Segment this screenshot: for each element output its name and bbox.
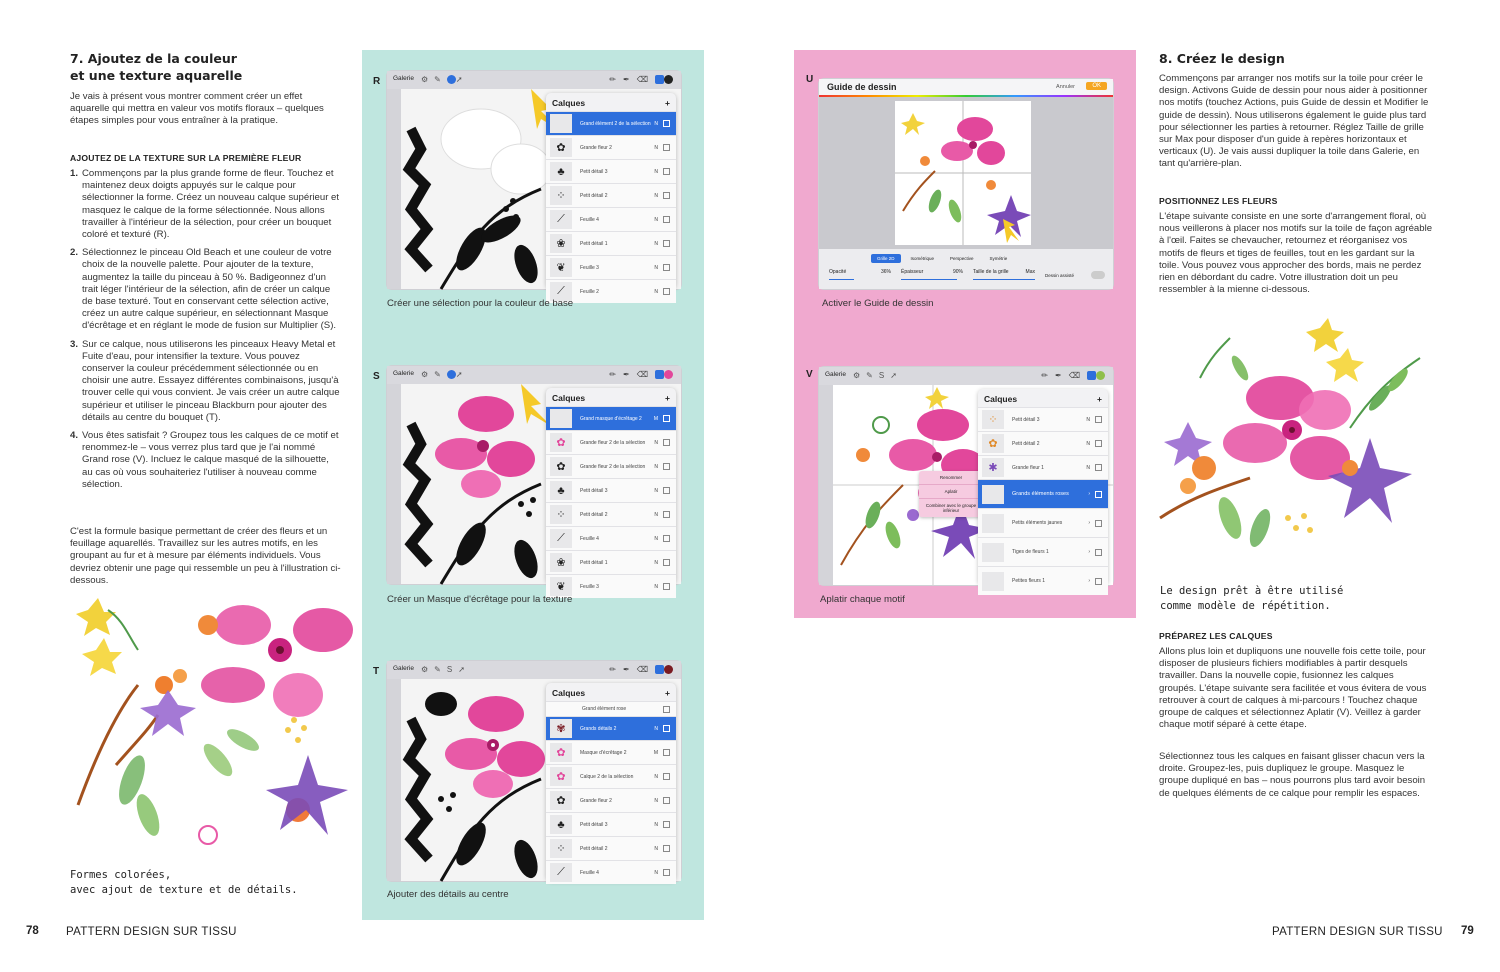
layer-thumbnail: ⁘ (550, 186, 572, 205)
right-paragraph-4: Sélectionnez tous les calques en faisant glisser chacun vers la droite. Groupez-les, puis dupliquez le groupe. Masquez le groupe dupliqué en bas – nous pourrons plus tard avoir besoin de quelques éléments de ce calque pour remplir les espaces. (1159, 751, 1426, 799)
left-hand-caption (70, 868, 350, 898)
hue-slider[interactable] (819, 95, 1113, 97)
tab-perspective[interactable]: Perspective (950, 256, 974, 261)
gallery-button[interactable]: Galerie (393, 665, 414, 672)
layer-label: Masque d'écrêtage 2 (580, 749, 627, 756)
toolbar-tools: ⚙✎ ➚ (421, 370, 469, 379)
layer-row[interactable]: ✿ Masque d'écrêtage 2 M (546, 740, 676, 764)
layer-label: Petit détail 2 (580, 511, 608, 518)
floral-illustration-right (1160, 318, 1430, 578)
drawing-guide-header (819, 79, 1113, 95)
drawing-guide-title: Guide de dessin (827, 82, 897, 92)
ipad-toolbar (387, 71, 681, 89)
layer-thumbnail: ✿ (550, 457, 572, 476)
layer-label: Petit détail 2 (580, 192, 608, 199)
layers-panel (546, 93, 676, 297)
step-4-number: 4. (70, 430, 79, 442)
step-1 (70, 168, 342, 241)
left-outro: C'est la formule basique permettant de créer des fleurs et un feuillage aquarellés. Travaillez sur les autres motifs, en les groupant au fur et à mesure par éléments individuels. Vous devriez obtenir une page qui ressemble un peu à l'illustration ci-dessous. (70, 526, 341, 586)
layer-thumbnail: ✿ (550, 743, 572, 762)
layer-row[interactable]: Grands éléments roses › (978, 479, 1108, 508)
ipad-sidebar (819, 385, 833, 585)
step-3-text: Sur ce calque, nous utiliserons les pinceaux Heavy Metal et Fuite d'eau, pour intensifier la texture. Vous pouvez conserver la couleur précédemment sélectionnée ou en choisir une autre. Essayez différentes combinaisons, jusqu'à trouver celle qui vous convient. Je vais créer un autre calque supérieur et utiliser le pinceau Blackburn pour ajouter des détails au centre du bouquet (T). (82, 338, 340, 423)
layer-thumbnail: ✿ (550, 433, 572, 452)
layers-title: Calques (984, 394, 1018, 404)
layer-thumbnail: ❦ (550, 577, 572, 596)
ipad-toolbar (387, 661, 681, 679)
guide-settings (819, 249, 1113, 289)
opacity-slider[interactable] (829, 269, 891, 280)
layer-row[interactable]: ❀ Petit détail 1 N (546, 550, 676, 574)
left-hand-caption-line-1: Formes colorées, (70, 869, 172, 881)
layer-context-menu (919, 471, 983, 517)
layers-header (978, 389, 1108, 407)
assisted-drawing-toggle[interactable] (1091, 271, 1105, 279)
layer-label: Petit détail 1 (580, 559, 608, 566)
right-hand-caption-line-1: Le design prêt à être utilisé (1160, 585, 1344, 597)
layer-row[interactable]: ⟋ Feuille 4 N (546, 860, 676, 884)
layer-row[interactable]: Grand élément 2 de la sélection N (546, 111, 676, 135)
guide-canvas (895, 101, 1031, 245)
floral-illustration-left (68, 590, 348, 860)
right-subheading-2: PRÉPAREZ LES CALQUES (1159, 631, 1273, 641)
ipad-screenshot-u (818, 78, 1114, 290)
left-heading (70, 50, 350, 84)
layers-panel (978, 389, 1108, 585)
menu-item-merge-down[interactable]: Combiner avec le groupe inférieur (925, 503, 977, 513)
layer-label: Grande fleur 2 (580, 797, 612, 804)
ok-button[interactable]: OK (1086, 82, 1107, 90)
layer-label: Petit détail 2 (1012, 440, 1040, 447)
page-number-left: 78 (26, 925, 39, 937)
left-intro: Je vais à présent vous montrer comment créer un effet aquarelle qui mettra en valeur vos motifs floraux – quelques étapes simples pour vous entraîner à la pratique. (70, 91, 324, 127)
layer-row[interactable]: ✿ Petit détail 2 N (978, 431, 1108, 455)
layer-thumbnail (550, 409, 572, 428)
layer-thumbnail: ✿ (982, 434, 1004, 453)
layer-thumbnail (982, 543, 1004, 562)
step-2-text: Sélectionnez le pinceau Old Beach et une couleur de votre choix de la nouvelle palette. Pour ajouter de la texture, augmentez la taille du pinceau à 50 %. Badigeonnez d'un trait léger l'intérieur de la sélection, afin de créer un calque de base texturé. Tout en conservant cette sélection active, créez un autre calque supérieur, en sélectionnant Masque d'écrêtage et en réglant le mode de fusion sur Multiplier (S). (82, 247, 337, 332)
layer-label: Grands détails 2 (580, 725, 617, 732)
layer-thumbnail: ⁘ (982, 410, 1004, 429)
yellow-dots (1285, 513, 1313, 533)
step-3-number: 3. (70, 338, 79, 350)
layer-label: Grand masque d'écrêtage 2 (580, 415, 642, 422)
layer-group-row[interactable] (546, 701, 676, 716)
layer-row[interactable]: ♣ Petit détail 3 N (546, 812, 676, 836)
layer-label: Grands éléments roses (1012, 491, 1069, 497)
layer-label: Petit détail 1 (580, 240, 608, 247)
layer-label: Tiges de fleurs 1 (1012, 549, 1049, 555)
toolbar-tools: ⚙✎S➚ (853, 371, 903, 380)
layer-row[interactable]: ✿ Calque 2 de la sélection N (546, 764, 676, 788)
panel-u-caption: Activer le Guide de dessin (822, 298, 934, 309)
layer-label: Grande fleur 1 (1012, 464, 1044, 471)
menu-item-flatten[interactable]: Aplatir (919, 485, 983, 499)
right-hand-caption-line-2: comme modèle de répétition. (1160, 600, 1331, 612)
layer-label: Grande fleur 2 de la sélection (580, 463, 646, 470)
layer-label: Feuille 4 (580, 535, 599, 542)
layer-thumbnail (982, 572, 1004, 591)
layer-label: Feuille 4 (580, 216, 599, 223)
right-hand-caption (1160, 584, 1440, 614)
left-hand-caption-line-2: avec ajout de texture et de détails. (70, 884, 298, 896)
panel-t-caption: Ajouter des détails au centre (387, 889, 509, 900)
ipad-sidebar (387, 384, 401, 584)
layer-thumbnail: ♣ (550, 815, 572, 834)
toolbar-right: ✏✒⌫ (1041, 371, 1105, 380)
layer-label: Calque 2 de la sélection (580, 773, 634, 780)
layer-label: Petits éléments jaunes (1012, 520, 1063, 526)
layer-row[interactable]: Grand masque d'écrêtage 2 M (546, 406, 676, 430)
purple-flowers (140, 690, 348, 835)
ipad-sidebar (387, 679, 401, 881)
menu-item-rename[interactable]: Renommer (919, 471, 983, 485)
layer-row[interactable]: ✾ Grands détails 2 N (546, 716, 676, 740)
add-layer-icon[interactable]: + (665, 393, 670, 403)
footer-right: PATTERN DESIGN SUR TISSU (1272, 926, 1443, 938)
step-4 (70, 430, 342, 491)
right-heading: 8. Créez le design (1159, 51, 1285, 66)
add-layer-icon[interactable]: + (1097, 394, 1102, 404)
yellow-flowers (1306, 318, 1364, 382)
footer-left: PATTERN DESIGN SUR TISSU (66, 926, 237, 938)
layer-label: Petites fleurs 1 (1012, 578, 1046, 584)
panel-v-caption: Aplatir chaque motif (820, 594, 905, 605)
layer-thumbnail: ♣ (550, 481, 572, 500)
left-steps (70, 168, 342, 497)
ipad-screenshot-s (386, 365, 682, 593)
thickness-slider[interactable] (901, 269, 963, 280)
layer-thumbnail: ⟋ (550, 210, 572, 229)
layer-thumbnail (982, 485, 1004, 504)
yellow-dots (285, 717, 307, 743)
ipad-sidebar (387, 89, 401, 289)
layer-label: Petit détail 3 (580, 487, 608, 494)
layer-row[interactable]: ✿ Grande fleur 2 de la sélection N (546, 454, 676, 478)
layer-row[interactable]: ♣ Petit détail 3 N (546, 478, 676, 502)
layer-label: Petit détail 3 (580, 821, 608, 828)
ipad-toolbar (819, 367, 1113, 385)
layer-thumbnail: ⟋ (550, 529, 572, 548)
layer-thumbnail: ✿ (550, 767, 572, 786)
layer-row[interactable]: ✿ Grande fleur 2 de la sélection N (546, 430, 676, 454)
left-subheading: AJOUTEZ DE LA TEXTURE SUR LA PREMIÈRE FLEUR (70, 153, 302, 163)
layer-row[interactable]: Petits éléments jaunes › (978, 508, 1108, 537)
layer-thumbnail: ♣ (550, 162, 572, 181)
layer-label: Grande fleur 2 (580, 144, 612, 151)
layers-title: Calques (552, 688, 586, 698)
step-3 (70, 339, 342, 424)
layer-thumbnail: ⁘ (550, 839, 572, 858)
step-1-number: 1. (70, 168, 79, 179)
layer-label: Petit détail 3 (580, 168, 608, 175)
layer-row[interactable]: ⟋ Feuille 4 N (546, 207, 676, 231)
layer-row[interactable]: ⁘ Petit détail 3 N (978, 407, 1108, 431)
panel-s-letter: S (373, 371, 380, 382)
layer-row[interactable]: ✿ Grande fleur 2 N (546, 135, 676, 159)
layer-label: Feuille 3 (580, 264, 599, 271)
layer-thumbnail: ⁘ (550, 505, 572, 524)
layer-thumbnail (982, 514, 1004, 533)
right-paragraph-2: L'étape suivante consiste en une sorte d'arrangement floral, où nous veillerons à placer nos motifs sur la toile de façon agréable à l'œil. Faites se chevaucher, retournez et réorganisez vos motifs de fleurs et tiges de feuilles, tout en les gardant sur la toile. Vous pouvez vous approcher des bords, mais ne perdez rien en débordant du cadre. Votre illustration doit un peu ressembler à la mienne ci-dessous. (1159, 211, 1433, 296)
step-2-number: 2. (70, 247, 79, 259)
cancel-button[interactable]: Annuler (1056, 84, 1075, 90)
toolbar-tools: ⚙✎ ➚ (421, 75, 469, 84)
layer-row[interactable]: ❦ Feuille 3 N (546, 255, 676, 279)
ipad-screenshot-r (386, 70, 682, 297)
layer-thumbnail: ⟋ (550, 282, 572, 301)
layer-label: Feuille 2 (580, 288, 599, 295)
layer-row[interactable]: ⁘ Petit détail 2 N (546, 183, 676, 207)
thickness-value: 90% (952, 269, 963, 275)
layer-label: Grand élément 2 de la sélection (580, 120, 651, 127)
layers-panel (546, 683, 676, 881)
layer-row[interactable]: ✱ Grande fleur 1 N (978, 455, 1108, 479)
layer-thumbnail (550, 114, 572, 133)
layers-header (546, 388, 676, 406)
layer-label: Petit détail 2 (580, 845, 608, 852)
layers-title: Calques (552, 98, 586, 108)
layer-label: Feuille 4 (580, 869, 599, 876)
page-number-right: 79 (1461, 925, 1474, 937)
panel-r-letter: R (373, 76, 381, 87)
ipad-screenshot-t (386, 660, 682, 882)
tab-grid-2d[interactable]: Grille 2D (871, 254, 901, 263)
toolbar-right: ✏✒⌫ (609, 665, 673, 674)
layer-thumbnail: ✿ (550, 138, 572, 157)
thickness-label: Épaisseur (901, 269, 924, 275)
tab-isometric[interactable]: Isométrique (910, 256, 935, 261)
layer-label: Grand élément rose (582, 706, 627, 712)
grid-size-slider[interactable] (973, 269, 1035, 280)
layers-header (546, 93, 676, 111)
step-1-text: Commençons par la plus grande forme de fleur. Touchez et maintenez deux doigts appuyés sur le calque pour sélectionner la forme. Créez un nouveau calque supérieur et masquez le calque de la forme sélectionnée. Nous allons travailler à l'intérieur de la sélection, pour créer un bouquet coloré et texturé (R). (82, 168, 340, 241)
pink-flower-large (1223, 376, 1351, 480)
layer-row[interactable]: Petites fleurs 1 › (978, 566, 1108, 595)
layer-row[interactable]: ♣ Petit détail 3 N (546, 159, 676, 183)
grid-size-value: Max (1025, 269, 1035, 275)
right-subheading-1: POSITIONNEZ LES FLEURS (1159, 196, 1278, 206)
pink-small-flower (199, 826, 217, 844)
panel-v-letter: V (806, 369, 813, 380)
left-heading-line-1: 7. Ajoutez de la couleur (70, 51, 237, 66)
layer-label: Grande fleur 2 de la sélection (580, 439, 646, 446)
toolbar-tools: ⚙✎S➚ (421, 665, 471, 674)
assisted-drawing-label: Dessin assisté (1045, 273, 1075, 278)
tab-symmetry[interactable]: Symétrie (989, 256, 1008, 261)
layer-thumbnail: ✱ (982, 458, 1004, 477)
layer-row[interactable]: ⁘ Petit détail 2 N (546, 502, 676, 526)
layer-row[interactable]: Tiges de fleurs 1 › (978, 537, 1108, 566)
layer-thumbnail: ✿ (550, 791, 572, 810)
layer-thumbnail: ⟋ (550, 863, 572, 882)
guide-canvas-drawing (895, 101, 1031, 245)
ipad-toolbar (387, 366, 681, 384)
layers-header (546, 683, 676, 701)
left-heading-line-2: et une texture aquarelle (70, 68, 243, 83)
layer-row[interactable]: ⟋ Feuille 2 N (546, 279, 676, 303)
toolbar-right: ✏✒⌫ (609, 75, 673, 84)
layer-thumbnail: ❀ (550, 553, 572, 572)
add-layer-icon[interactable]: + (665, 688, 670, 698)
opacity-value: 36% (880, 269, 891, 275)
step-2 (70, 247, 342, 332)
layers-panel (546, 388, 676, 593)
gallery-button[interactable]: Galerie (393, 370, 414, 377)
layer-thumbnail: ❦ (550, 258, 572, 277)
pink-flower-large (201, 605, 353, 717)
step-4-text: Vous êtes satisfait ? Groupez tous les calques de ce motif et renommez-le – vous verrez plus tard que je l'ai nommé Grand rose (V). Incluez le calque masqué de la silhouette, au cas où vous souhaiteriez l'utiliser à nouveau comme sélection. (82, 430, 339, 490)
right-paragraph-3: Allons plus loin et dupliquons une nouvelle fois cette toile, pour disposer de plusieurs fichiers modifiables à partir desquels travailler. Dans la nouvelle copie, fusionnez les calques groupés. L'étape suivante sera facilitée et vous évitera de vous retrouver à court de calques à mi-parcours ! Touchez chaque groupe de calques et sélectionnez Aplatir (V). Veillez à garder chaque motif séparé à cette étape. (1159, 646, 1427, 731)
layer-thumbnail: ❀ (550, 234, 572, 253)
layers-title: Calques (552, 393, 586, 403)
layer-row[interactable]: ❀ Petit détail 1 N (546, 231, 676, 255)
guide-tabs (871, 254, 1013, 263)
layer-row[interactable]: ⟋ Feuille 4 N (546, 526, 676, 550)
right-paragraph-1: Commençons par arranger nos motifs sur la toile pour créer le design. Activons Guide de dessin pour nous aider à positionner nos motifs (touchez Actions, puis Guide de dessin et Modifier le guide de dessin). Nous utiliserons également le guide plus tard pour sélectionner les parties à retourner. Réglez Taille de grille sur Max pour disposer d'un guide à repères horizontaux et verticaux (U). Je vais aussi dupliquer la toile dans Galerie, en tant qu'arrière-plan. (1159, 73, 1429, 170)
layer-row[interactable]: ⁘ Petit détail 2 N (546, 836, 676, 860)
layer-thumbnail: ✾ (550, 719, 572, 738)
ipad-screenshot-v (818, 366, 1114, 586)
yellow-flowers (76, 598, 122, 676)
layer-label: Petit détail 3 (1012, 416, 1040, 423)
layer-row[interactable]: ✿ Grande fleur 2 N (546, 788, 676, 812)
add-layer-icon[interactable]: + (665, 98, 670, 108)
panel-u-letter: U (806, 74, 814, 85)
gallery-button[interactable]: Galerie (393, 75, 414, 82)
grid-size-label: Taille de la grille (973, 269, 1009, 275)
panel-s-caption: Créer un Masque d'écrêtage pour la texture (387, 594, 573, 605)
layer-label: Feuille 3 (580, 583, 599, 590)
opacity-label: Opacité (829, 269, 847, 275)
panel-t-letter: T (373, 666, 380, 677)
gallery-button[interactable]: Galerie (825, 371, 846, 378)
toolbar-right: ✏✒⌫ (609, 370, 673, 379)
layer-row[interactable]: ❦ Feuille 3 N (546, 574, 676, 598)
panel-r-caption: Créer une sélection pour la couleur de base (387, 298, 574, 309)
